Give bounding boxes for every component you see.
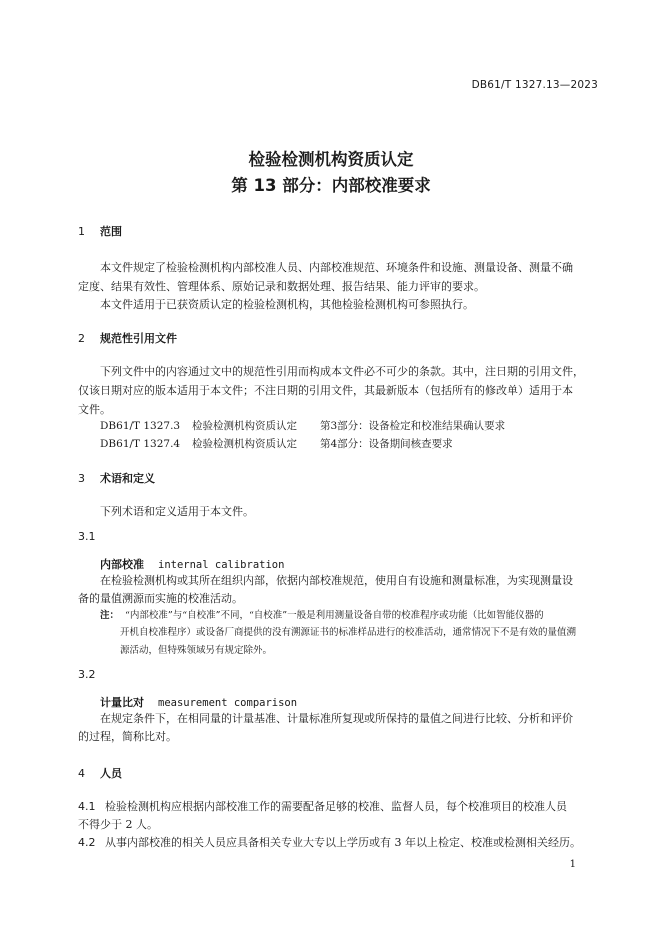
note-line1: “内部校准”与“自校准”不同，“自校准”一般是利用测量设备自带的校准程序或功能（比如智能仪器的 [125,610,544,621]
section-label: 范围 [100,225,122,238]
clause-number: 4.2 [78,836,96,849]
term-3-1-def-line2: 备的量值溯源而实施的校准活动。 [78,592,243,605]
reference-title: 检验检测机构资质认定 [192,438,297,450]
s3-intro: 下列术语和定义适用于本文件。 [100,505,254,518]
term-3-1-def-line1: 在检验检测机构或其所在组织内部，依据内部校准规范，使用自有设施和测量标准，为实现测量设 [100,574,573,587]
normative-reference [100,418,505,433]
clause-text: 检验检测机构应根据内部校准工作的需要配备足够的校准、监督人员，每个校准项目的校准人员 [105,800,567,813]
section-number: 1 [78,225,85,238]
section-3-heading [78,470,155,486]
term-english: internal calibration [158,559,285,571]
clause-text: 从事内部校准的相关人员应具备相关专业大专以上学历或有 3 年以上检定、校准或检测相关经历。 [105,836,581,849]
clause-4-1-line1 [78,797,567,816]
term-3-2 [100,694,297,710]
section-number: 4 [78,767,85,780]
s2-para-line3: 文件。 [78,403,111,416]
term-3-2-def-line2: 的过程，简称比对。 [78,730,177,743]
title-line-2: 第 13 部分：内部校准要求 [231,176,431,195]
section-1-heading [78,223,122,239]
term-chinese: 计量比对 [100,696,144,709]
section-label: 规范性引用文件 [100,332,177,345]
s2-para-line1: 下列文件中的内容通过文中的规范性引用而构成本文件必不可少的条款。其中，注日期的引用文件， [100,365,584,378]
clause-4-1-line2: 不得少于 2 人。 [78,818,158,831]
reference-title: 检验检测机构资质认定 [192,420,297,432]
s2-para-line2: 仅该日期对应的版本适用于本文件；不注日期的引用文件，其最新版本（包括所有的修改单）适用于本 [78,384,573,397]
reference-part: 第3部分：设备检定和校准结果确认要求 [320,420,506,432]
note-line2: 开机自校准程序）或设备厂商提供的没有溯源证书的标准样品进行的校准活动，通常情况下不是有效的量值溯 [120,627,577,638]
term-3-1-note [100,606,600,625]
section-number: 3 [78,472,85,485]
doc-id: DB61/T 1327.13—2023 [471,79,598,91]
note-line3: 源活动，但特殊领域另有规定除外。 [120,645,273,656]
s1-para1-line1: 本文件规定了检验检测机构内部校准人员、内部校准规范、环境条件和设施、测量设备、测量不确 [100,261,573,274]
reference-part: 第4部分：设备期间核查要求 [320,438,453,450]
clause-4-2 [78,833,581,852]
section-label: 人员 [100,767,122,780]
term-3-1 [100,556,284,572]
term-english: measurement comparison [158,697,298,709]
note-label: 注： [100,610,120,621]
page-number: 1 [569,859,576,870]
title-line-1: 检验检测机构资质认定 [248,150,414,169]
normative-reference [100,436,453,451]
section-number: 2 [78,332,85,345]
reference-code: DB61/T 1327.4 [100,438,181,450]
clause-3-1-number: 3.1 [78,530,96,543]
section-label: 术语和定义 [100,472,155,485]
reference-code: DB61/T 1327.3 [100,420,181,432]
s1-para1-line2: 定度、结果有效性、管理体系、原始记录和数据处理、报告结果、能力评审的要求。 [78,280,485,293]
s1-para2: 本文件适用于已获资质认定的检验检测机构，其他检验检测机构可参照执行。 [100,298,474,311]
clause-3-2-number: 3.2 [78,668,96,681]
section-4-heading [78,765,122,781]
term-3-2-def-line1: 在规定条件下，在相同量的计量基准、计量标准所复现或所保持的量值之间进行比较、分析和评价 [100,712,573,725]
term-chinese: 内部校准 [100,558,144,571]
clause-number: 4.1 [78,800,96,813]
section-2-heading [78,330,177,346]
